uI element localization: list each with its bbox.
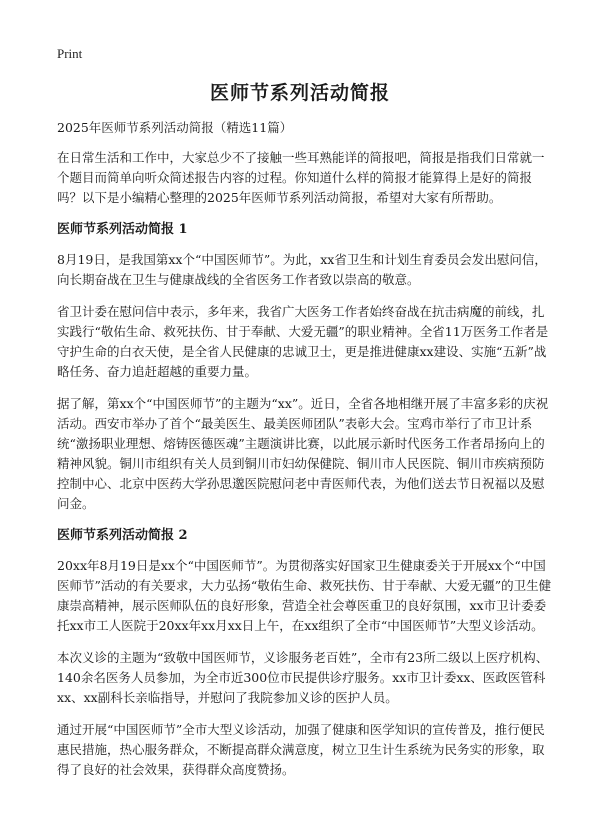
paragraph: 省卫计委在慰问信中表示，多年来，我省广大医务工作者始终奋战在抗击病魔的前线，扎实践行“敬佑生命、救死扶伤、甘于奉献、大爱无疆”的职业精神。全省11万医务工作者是守护生命的白衣天使，是全省人民健康的忠诚卫士，更是推进健康xx建设、实施“五新”战略任务、奋力追赶超越的重要力量。: [57, 304, 549, 379]
page-title: 医师节系列活动简报: [209, 82, 390, 104]
paragraph: 8月19日，是我国第xx个“中国医师节”。为此，xx省卫生和计划生育委员会发出慰问信，向长期奋战在卫生与健康战线的全省医务工作者致以崇高的敬意。: [57, 252, 547, 287]
section-2: [57, 526, 554, 780]
paragraph: 据了解，第xx个“中国医师节”的主题为“xx”。近日，全省各地相继开展了丰富多彩的庆祝活动。西安市举办了首个“最美医生、最美医师团队”表彰大会。宝鸡市举行了市卫计系统“激扬职业理想、熔铸医德医魂”主题演讲比赛，以此展示新时代医务工作者昂扬向上的精神风貌。铜川市组织有关人员到铜川市妇幼保健院、铜川市人民医院、铜川市疾病预防控制中心、北京中医药大学孙思邈医院慰问老中青医师代表，为他们送去节日祝福以及慰问金。: [57, 396, 549, 511]
article-body: [57, 118, 554, 792]
section-heading: 医师节系列活动简报 2: [57, 528, 188, 543]
section-heading: 医师节系列活动简报 1: [57, 222, 188, 237]
intro-paragraph: 在日常生活和工作中，大家总少不了接触一些耳熟能详的简报吧，简报是指我们日常就一个题目而简单向听众简述报告内容的过程。你知道什么样的简报才能算得上是好的简报吗？以下是小编精心整理的2025年医师节系列活动简报，希望对大家有所帮助。: [57, 150, 545, 205]
paragraph: 本次义诊的主题为“致敬中国医师节，义诊服务老百姓”，全市有23所二级以上医疗机构、140余名医务人员参加，为全市近300位市民提供诊疗服务。xx市卫计委xx、医政医管科xx、xx副科长亲临指导，并慰问了我院参加义诊的医护人员。: [57, 650, 549, 705]
paragraph: 通过开展“中国医师节”全市大型义诊活动，加强了健康和医学知识的宣传普及，推行便民惠民措施，热心服务群众，不断提高群众满意度，树立卫生计生系统为民务实的形象，取得了良好的社会效果，获得群众高度赞扬。: [57, 722, 545, 777]
section-1: [57, 220, 554, 514]
paragraph: 20xx年8月19日是xx个“中国医师节”。为贯彻落实好国家卫生健康委关于开展xx个“中国医师节”活动的有关要求，大力弘扬“敬佑生命、救死扶伤、甘于奉献、大爱无疆”的卫生健康崇高精神，展示医师队伍的良好形象，营造全社会尊医重卫的良好氛围，xx市卫计委委托xx市工人医院于20xx年xx月xx日上午，在xx组织了全市“中国医师节”大型义诊活动。: [57, 558, 552, 633]
article-subtitle: 2025年医师节系列活动简报（精选11篇）: [57, 120, 293, 135]
print-link[interactable]: Print: [57, 46, 83, 61]
